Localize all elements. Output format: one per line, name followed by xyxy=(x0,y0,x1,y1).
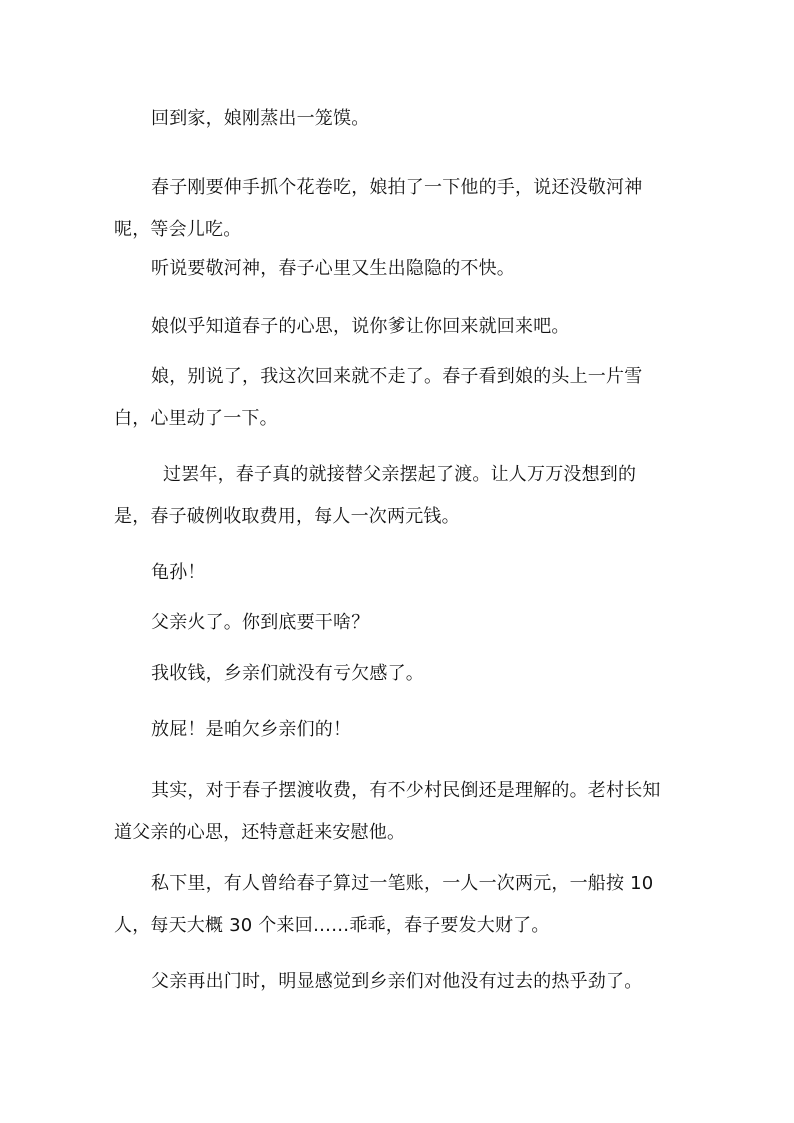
paragraph-11: 其实，对于春子摆渡收费，有不少村民倒还是理解的。老村长知道父亲的心思，还特意赶来安慰他。 xyxy=(114,780,661,843)
paragraph-13: 父亲再出门时，明显感觉到乡亲们对他没有过去的热乎劲了。 xyxy=(151,971,643,992)
paragraph-9: 我收钱，乡亲们就没有亏欠感了。 xyxy=(151,663,424,684)
paragraph-8: 父亲火了。你到底要干啥？ xyxy=(151,612,370,633)
paragraph-7: 龟孙！ xyxy=(151,562,206,583)
paragraph-3: 听说要敬河神，春子心里又生出隐隐的不快。 xyxy=(151,258,515,279)
paragraph-5: 娘，别说了，我这次回来就不走了。春子看到娘的头上一片雪白，心里动了一下。 xyxy=(114,366,643,429)
paragraph-12: 私下里，有人曾给春子算过一笔账，一人一次两元，一船按 10 人，每天大概 30 个来回……乖乖，春子要发大财了。 xyxy=(114,873,654,936)
paragraph-2: 春子刚要伸手抓个花卷吃，娘拍了一下他的手，说还没敬河神呢，等会儿吃。 xyxy=(114,177,643,240)
paragraph-10: 放屁！是咱欠乡亲们的！ xyxy=(151,719,352,740)
paragraph-4: 娘似乎知道春子的心思，说你爹让你回来就回来吧。 xyxy=(151,316,570,337)
paragraph-1: 回到家，娘刚蒸出一笼馍。 xyxy=(151,108,370,129)
paragraph-6: 过罢年，春子真的就接替父亲摆起了渡。让人万万没想到的是，春子破例收取费用，每人一次两元钱。 xyxy=(114,464,637,527)
